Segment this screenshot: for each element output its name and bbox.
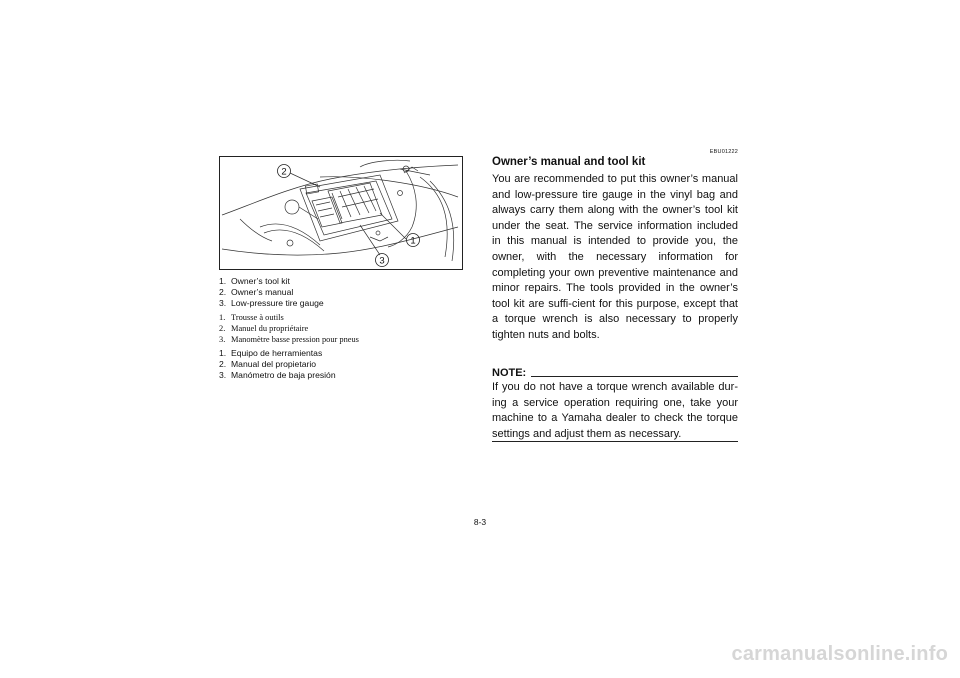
callout-3: 3 bbox=[379, 255, 385, 267]
legend-item: 3. Manómetro de baja presión bbox=[219, 370, 336, 381]
legend-spanish bbox=[219, 348, 479, 382]
callout-2: 2 bbox=[281, 166, 287, 178]
legend-french bbox=[219, 312, 479, 346]
legend-item: 1. Trousse à outils bbox=[219, 313, 284, 322]
section-code: EBU01222 bbox=[709, 149, 738, 155]
section-body: You are recommended to put this owner’s manual and low-pressure tire gauge in the vinyl bag and always carry them along with the owner’s tool kit under the seat. The service information included in this manual is intended to provide you, the owner, with the necessary information for completing your own preventive maintenance and minor repairs. The tools provided in the owner’s tool kit are suffi-cient for this purpose, except that a torque wrench is also necessary to properly tighten nuts and bolts. bbox=[492, 173, 738, 341]
callout-1: 1 bbox=[410, 235, 416, 247]
legend-english bbox=[219, 276, 479, 310]
legend-item: 3. Manomètre basse pression pour pneus bbox=[219, 335, 359, 345]
watermark: carmanualsonline.info bbox=[731, 643, 948, 665]
under-seat-drawing bbox=[220, 157, 461, 268]
legend-item: 1. Equipo de herramientas bbox=[219, 348, 323, 358]
note-label: NOTE: bbox=[492, 367, 527, 379]
page-number: 8-3 bbox=[473, 517, 487, 527]
legend-item: 2. Manual del propietario bbox=[219, 359, 317, 370]
legend-item: 2. Manuel du propriétaire bbox=[219, 324, 309, 334]
legend-item: 3. Low-pressure tire gauge bbox=[219, 298, 324, 309]
note-text: If you do not have a torque wrench available dur-ing a service operation requiring one, take your machine to a Yamaha dealer to check the torque settings and adjust them as necessary. bbox=[492, 381, 738, 440]
legend-item: 1. Owner’s tool kit bbox=[219, 276, 290, 286]
legend-item: 2. Owner’s manual bbox=[219, 287, 294, 298]
tool-kit-illustration bbox=[219, 156, 463, 270]
note-header bbox=[492, 367, 738, 379]
section-title: Owner’s manual and tool kit bbox=[492, 156, 646, 168]
note-rule bbox=[531, 376, 738, 377]
note-end-rule bbox=[492, 441, 738, 442]
